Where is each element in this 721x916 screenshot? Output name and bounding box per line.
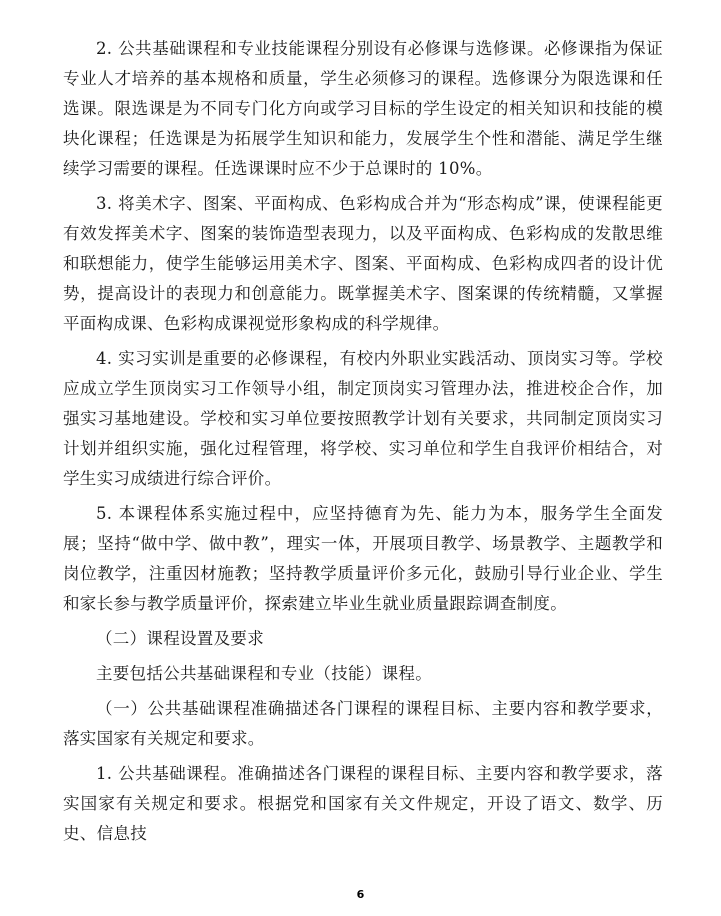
paragraph-5: 5. 本课程体系实施过程中，应坚持德育为先、能力为本，服务学生全面发展；坚持“做中学、做中教”，理实一体，开展项目教学、场景教学、主题教学和岗位教学，注重因材施教；坚持教学质量评价多元化，鼓励引导行业企业、学生和家长参与教学质量评价，探索建立毕业生就业质量跟踪调查制度。: [63, 504, 663, 613]
paragraph-3: 3. 将美术字、图案、平面构成、色彩构成合并为“形态构成”课，使课程能更有效发挥美术字、图案的装饰造型表现力，以及平面构成、色彩构成的发散思维和联想能力，使学生能够运用美术字、图案、平面构成、色彩构成四者的设计优势，提高设计的表现力和创意能力。既掌握美术字、图案课的传统精髓，又掌握平面构成课、色彩构成课视觉形象构成的科学规律。: [63, 194, 663, 333]
document-page: [63, 34, 663, 854]
paragraph-4: 4. 实习实训是重要的必修课程，有校内外职业实践活动、顶岗实习等。学校应成立学生顶岗实习工作领导小组，制定顶岗实习管理办法，推进校企合作，加强实习基地建设。学校和实习单位要按照教学计划有关要求，共同制定顶岗实习计划并组织实施，强化过程管理，将学校、实习单位和学生自我评价相结合，对学生实习成绩进行综合评价。: [63, 349, 663, 488]
page-number: 6: [356, 888, 365, 901]
sub-paragraph: （一）公共基础课程准确描述各门课程的课程目标、主要内容和教学要求，落实国家有关规定和要求。: [63, 699, 663, 748]
intro-paragraph: 主要包括公共基础课程和专业（技能）课程。: [96, 664, 432, 683]
paragraph-2: 2. 公共基础课程和专业技能课程分别设有必修课与选修课。必修课指为保证专业人才培养的基本规格和质量，学生必须修习的课程。选修课分为限选课和任选课。限选课是为不同专门化方向或学习目标的学生设定的相关知识和技能的模块化课程；任选课是为拓展学生知识和能力，发展学生个性和潜能、满足学生继续学习需要的课程。任选课课时应不少于总课时的 10%。: [63, 39, 663, 178]
item-1-paragraph: 1. 公共基础课程。准确描述各门课程的课程目标、主要内容和教学要求，落实国家有关规定和要求。根据党和国家有关文件规定，开设了语文、数学、历史、信息技: [63, 764, 663, 843]
section-heading: （二）课程设置及要求: [96, 629, 264, 648]
